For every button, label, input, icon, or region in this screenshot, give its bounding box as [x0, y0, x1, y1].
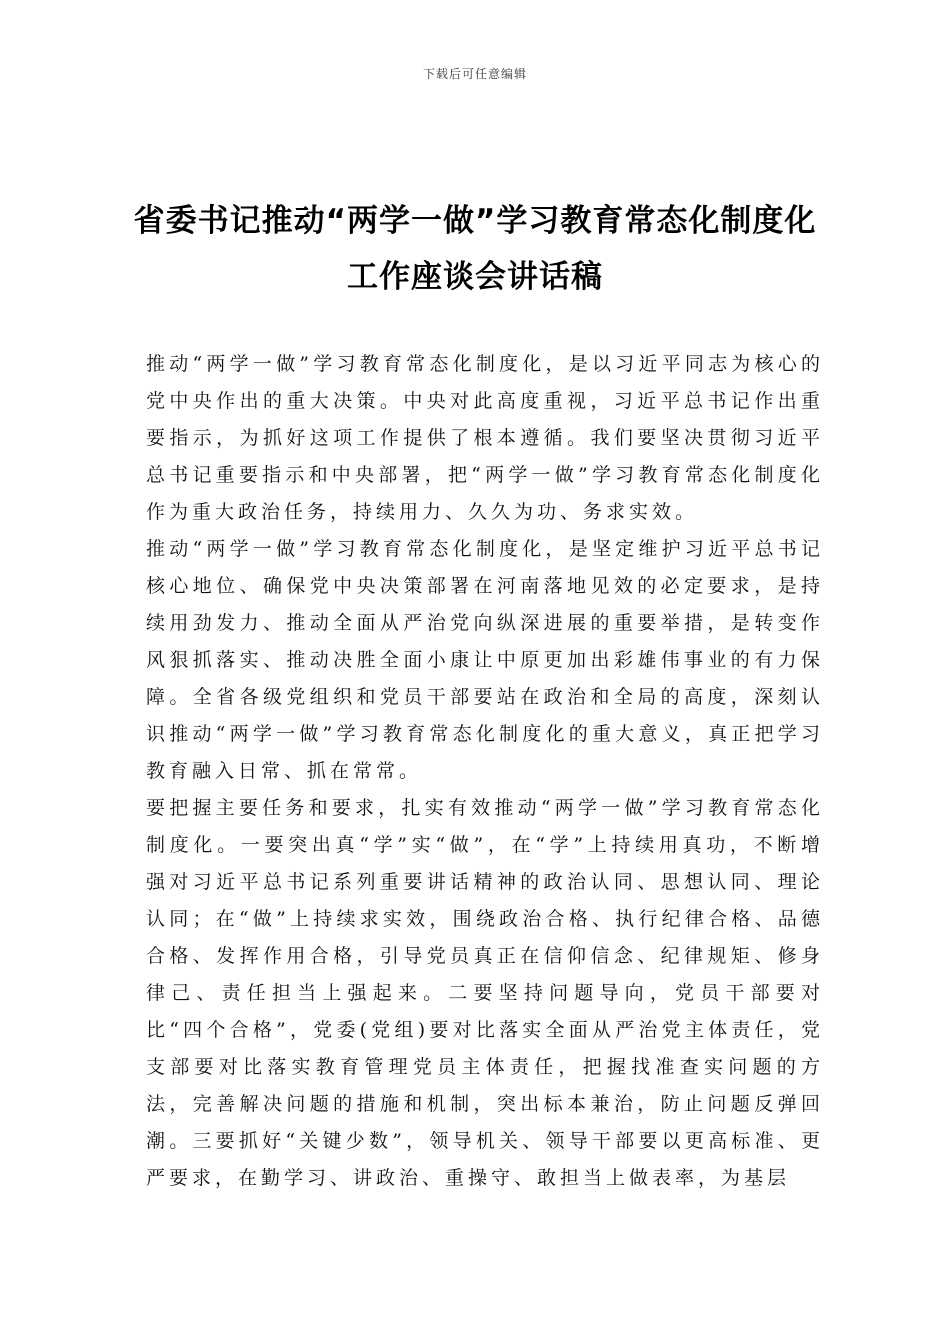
header-note: 下载后可任意编辑 — [422, 67, 527, 81]
document-body — [146, 346, 824, 1197]
paragraph-3: 要把握主要任务和要求，扎实有效推动“两学一做”学习教育常态化制度化。一要突出真“学”实“做”，在“学”上持续用真功，不断增强对习近平总书记系列重要讲话精神的政治认同、思想认同、理论认同；在“做”上持续求实效，围绕政治合格、执行纪律合格、品德合格、发挥作用合格，引导党员真正在信仰信念、纪律规矩、修身律己、责任担当上强起来。二要坚持问题导向，党员干部要对比“四个合格”，党委(党组)要对比落实全面从严治党主体责任，党支部要对比落实教育管理党员主体责任，把握找准查实问题的方法，完善解决问题的措施和机制，突出标本兼治，防止问题反弹回潮。三要抓好“关键少数”，领导机关、领导干部要以更高标准、更严要求，在勤学习、讲政治、重操守、敢担当上做表率，为基层 — [146, 797, 824, 1189]
document-title: 省委书记推动“两学一做”学习教育常态化制度化工作座谈会讲话稿 — [133, 203, 817, 295]
paragraph-1: 推动“两学一做”学习教育常态化制度化，是以习近平同志为核心的党中央作出的重大决策。中央对此高度重视，习近平总书记作出重要指示，为抓好这项工作提供了根本遵循。我们要坚决贯彻习近平总书记重要指示和中央部署，把“两学一做”学习教育常态化制度化作为重大政治任务，持续用力、久久为功、务求实效。 — [146, 353, 824, 523]
paragraph-2: 推动“两学一做”学习教育常态化制度化，是坚定维护习近平总书记核心地位、确保党中央决策部署在河南落地见效的必定要求，是持续用劲发力、推动全面从严治党向纵深进展的重要举措，是转变作风狠抓落实、推动决胜全面小康让中原更加出彩雄伟事业的有力保障。全省各级党组织和党员干部要站在政治和全局的高度，深刻认识推动“两学一做”学习教育常态化制度化的重大意义，真正把学习教育融入日常、抓在常常。 — [146, 538, 824, 782]
